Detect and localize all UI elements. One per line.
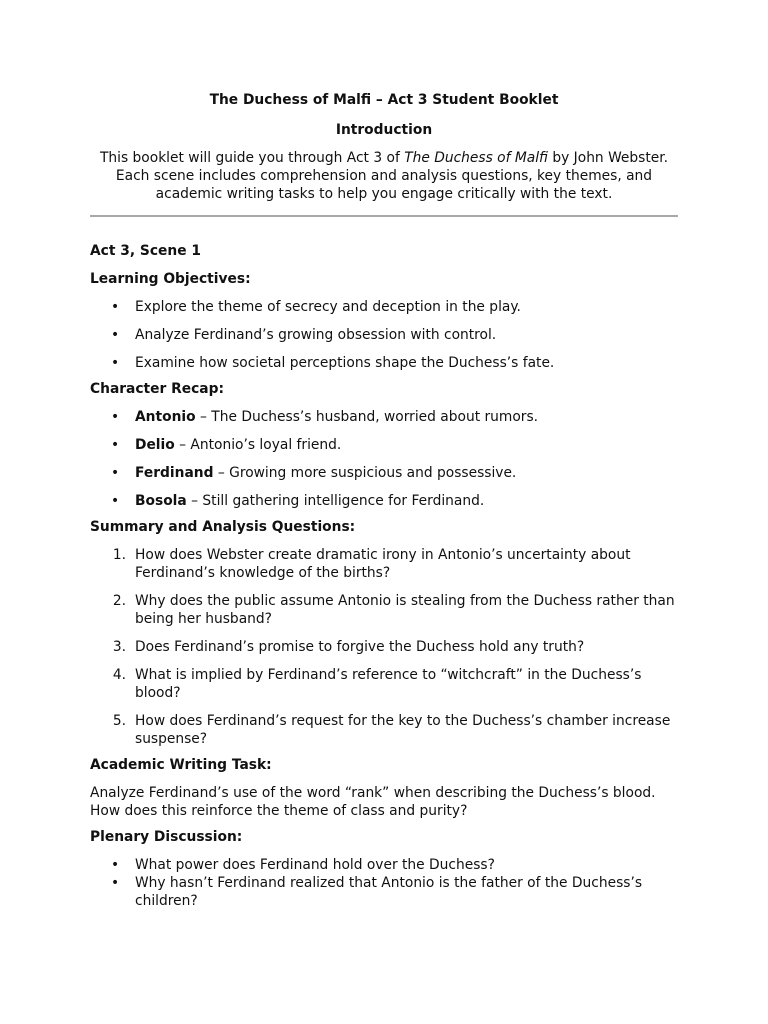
question-item [90,546,678,582]
play-title-italic: The Duchess of Malfi [404,150,548,166]
question-item [90,666,678,702]
horizontal-divider [90,215,678,217]
analysis-questions-list [90,546,678,748]
plenary-discussion-list [90,856,678,910]
analysis-questions-heading: Summary and Analysis Questions: [90,519,356,535]
learning-objectives-heading: Learning Objectives: [90,271,251,287]
introduction-heading: Introduction [335,122,433,138]
introduction-text [90,149,678,203]
question-number: 3. [112,639,126,655]
learning-objectives-list [90,298,678,372]
question-number: 2. [112,593,126,609]
question-item [90,638,678,656]
bullet-icon: • [111,299,120,315]
character-name: Bosola [135,493,187,509]
character-item [90,464,678,482]
question-number: 1. [112,547,126,563]
character-name: Antonio [135,409,196,425]
character-item [90,436,678,454]
question-text: How does Ferdinand’s request for the key to the Duchess’s chamber increase suspense? [135,713,671,747]
character-description: – Still gathering intelligence for Ferdinand. [186,493,485,509]
objective-text: Explore the theme of secrecy and deception in the play. [135,299,521,315]
character-description: – Growing more suspicious and possessive. [213,465,517,481]
scene-heading: Act 3, Scene 1 [90,243,201,259]
document-content [90,91,678,910]
writing-task-text: Analyze Ferdinand’s use of the word “rank” when describing the Duchess’s blood. How does this reinforce the theme of class and purity? [90,785,656,819]
objective-item [90,354,678,372]
character-name: Ferdinand [135,465,214,481]
objective-item [90,298,678,316]
bullet-icon: • [111,409,120,425]
bullet-icon: • [111,875,120,891]
writing-task-heading: Academic Writing Task: [90,757,272,773]
objective-text: Analyze Ferdinand’s growing obsession with control. [135,327,497,343]
bullet-icon: • [111,437,120,453]
introduction-text-start: This booklet will guide you through Act 3 of [99,150,405,166]
bullet-icon: • [111,493,120,509]
document-title: The Duchess of Malfi – Act 3 Student Booklet [209,92,559,108]
bullet-icon: • [111,857,120,873]
question-number: 5. [112,713,126,729]
question-text: Does Ferdinand’s promise to forgive the Duchess hold any truth? [135,639,585,655]
question-text: How does Webster create dramatic irony in Antonio’s uncertainty about Ferdinand’s knowledge of the births? [135,547,631,581]
character-description: – Antonio’s loyal friend. [174,437,342,453]
question-text: What is implied by Ferdinand’s reference to “witchcraft” in the Duchess’s blood? [135,667,642,701]
bullet-icon: • [111,465,120,481]
question-item [90,592,678,628]
character-item [90,408,678,426]
character-recap-list [90,408,678,510]
bullet-icon: • [111,355,120,371]
plenary-discussion-heading: Plenary Discussion: [90,829,243,845]
plenary-item [90,856,678,874]
objective-item [90,326,678,344]
character-description: – The Duchess’s husband, worried about rumors. [195,409,539,425]
introduction-text-end: by John Webster. Each scene includes comprehension and analysis questions, key themes, and academic writing tasks to help you engage critically with the text. [115,150,669,202]
question-text: Why does the public assume Antonio is stealing from the Duchess rather than being her husband? [135,593,675,627]
character-name: Delio [135,437,175,453]
question-number: 4. [112,667,126,683]
character-item [90,492,678,510]
question-item [90,712,678,748]
plenary-item [90,874,678,910]
plenary-text: Why hasn’t Ferdinand realized that Antonio is the father of the Duchess’s children? [135,875,643,909]
objective-text: Examine how societal perceptions shape the Duchess’s fate. [135,355,555,371]
plenary-text: What power does Ferdinand hold over the Duchess? [135,857,495,873]
bullet-icon: • [111,327,120,343]
character-recap-heading: Character Recap: [90,381,224,397]
